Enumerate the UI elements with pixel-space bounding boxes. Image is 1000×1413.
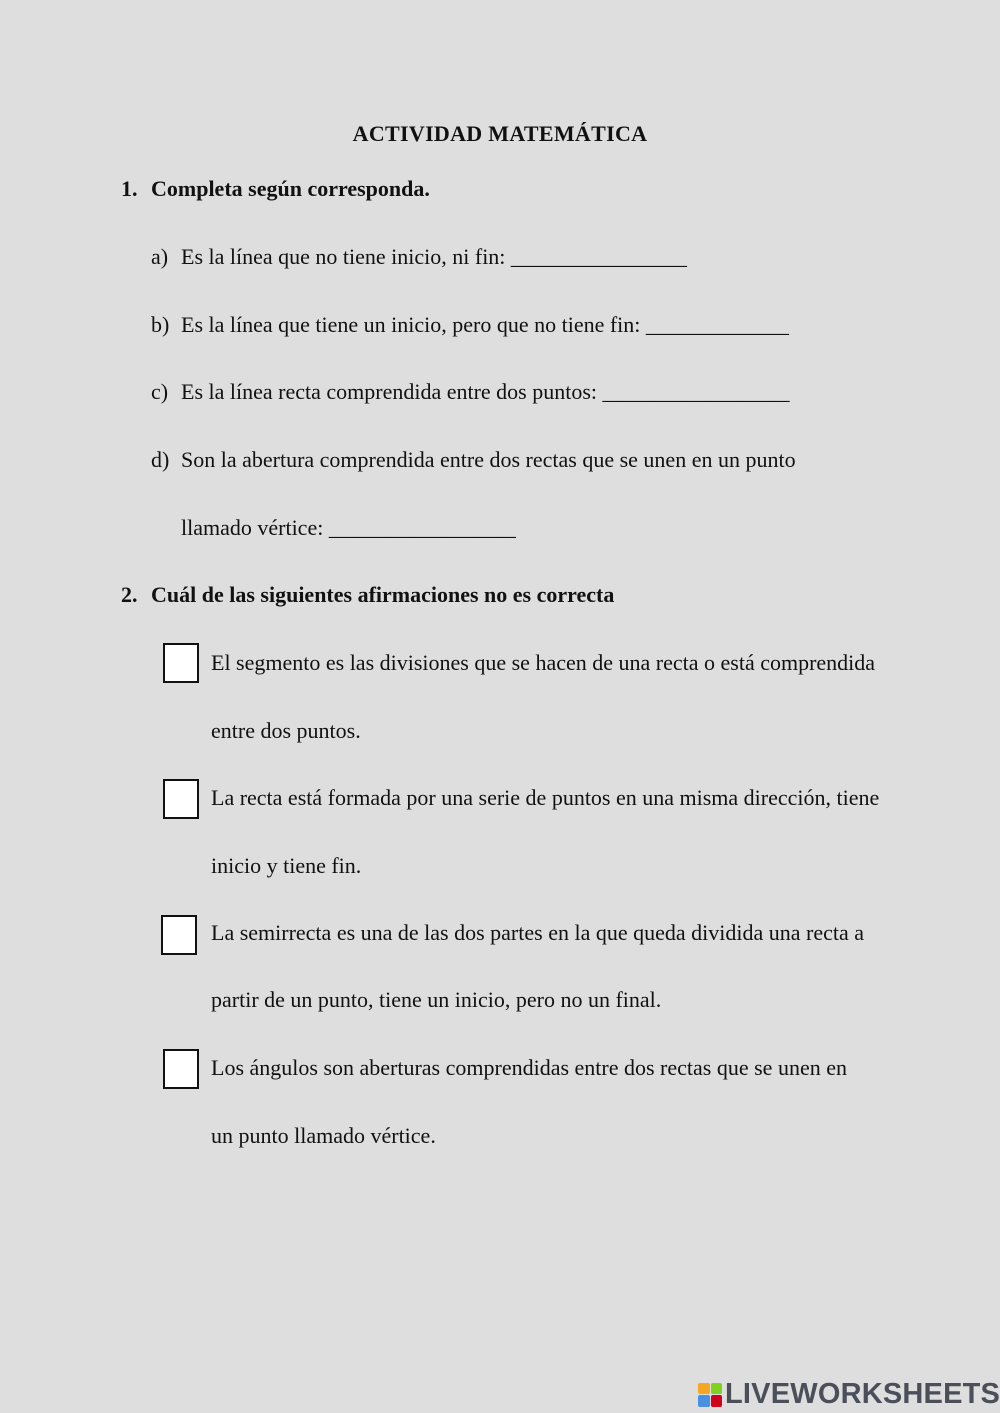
logo-square-3 [698, 1395, 710, 1407]
option-3-checkbox[interactable] [161, 915, 197, 955]
option-4-line-2: un punto llamado vértice. [211, 1123, 436, 1148]
question-1-number: 1. [121, 176, 138, 201]
item-d-letter: d) [151, 447, 170, 472]
item-d-text-continued: llamado vértice: _________________ [181, 515, 516, 540]
option-4-line-1: Los ángulos son aberturas comprendidas entre dos rectas que se unen en [211, 1055, 847, 1080]
liveworksheets-mark-icon [698, 1383, 722, 1407]
logo-text: LIVEWORKSHEETS [725, 1378, 1000, 1410]
option-1-line-1: El segmento es las divisiones que se hacen de una recta o está comprendida [211, 650, 876, 675]
item-a-letter: a) [151, 244, 169, 269]
item-b-text: Es la línea que tiene un inicio, pero que no tiene fin: _____________ [181, 312, 789, 337]
option-1-line-2: entre dos puntos. [211, 718, 361, 743]
option-4-checkbox[interactable] [163, 1049, 199, 1089]
question-1-text: Completa según corresponda. [151, 176, 430, 201]
question-2-text: Cuál de las siguientes afirmaciones no es correcta [151, 582, 615, 607]
option-2-line-2: inicio y tiene fin. [211, 853, 362, 878]
option-2-line-1: La recta está formada por una serie de puntos en una misma dirección, tiene [211, 785, 880, 810]
item-c-letter: c) [151, 379, 169, 404]
option-3-line-2: partir de un punto, tiene un inicio, pero no un final. [211, 987, 662, 1012]
item-b-letter: b) [151, 312, 170, 337]
question-2-number: 2. [121, 582, 138, 607]
option-2-checkbox[interactable] [163, 779, 199, 819]
logo-square-1 [698, 1383, 710, 1395]
liveworksheets-logo [698, 1378, 1000, 1411]
item-a-text: Es la línea que no tiene inicio, ni fin: ________________ [181, 244, 687, 269]
option-3-line-1: La semirrecta es una de las dos partes en la que queda dividida una recta a [211, 920, 864, 945]
option-1-checkbox[interactable] [163, 643, 199, 683]
worksheet-title: ACTIVIDAD MATEMÁTICA [352, 121, 648, 146]
logo-square-4 [711, 1395, 723, 1407]
item-c-text: Es la línea recta comprendida entre dos puntos: _________________ [181, 379, 790, 404]
logo-square-2 [711, 1383, 723, 1395]
item-d-text: Son la abertura comprendida entre dos rectas que se unen en un punto [181, 447, 796, 472]
